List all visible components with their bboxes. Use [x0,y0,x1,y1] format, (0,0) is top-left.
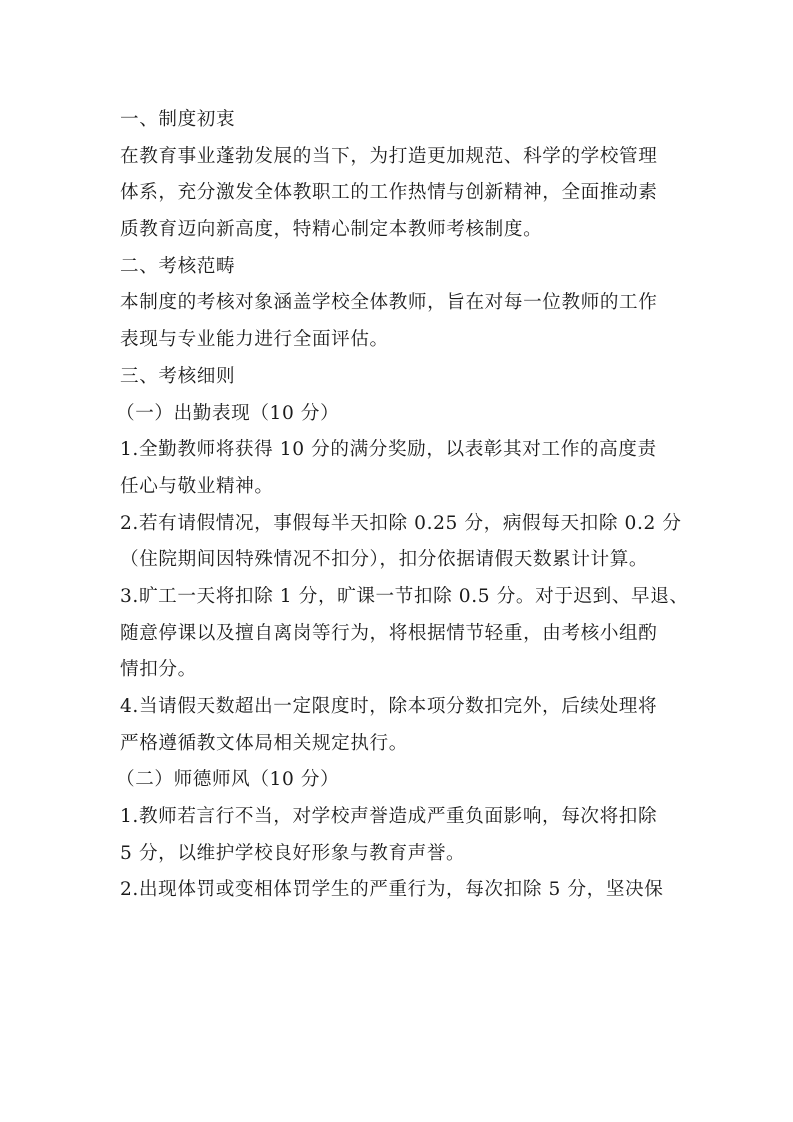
paragraph-line: 体系，充分激发全体教职工的工作热情与创新精神，全面推动素 [120,182,658,204]
list-item-line: 随意停课以及擅自离岗等行为，将根据情节轻重，由考核小组酌 [120,622,658,644]
paragraph-line: 在教育事业蓬勃发展的当下，为打造更加规范、科学的学校管理 [120,145,658,167]
list-item-line: 5 分，以维护学校良好形象与教育声誉。 [120,842,466,864]
paragraph-line: 表现与专业能力进行全面评估。 [120,329,389,351]
list-item-line: 情扣分。 [120,659,197,681]
paragraph-line: 质教育迈向新高度，特精心制定本教师考核制度。 [120,219,543,241]
section-heading: 一、制度初衷 [120,109,236,130]
list-item-line: 严格遵循教文体局相关规定执行。 [120,732,408,754]
subsection-heading: （一）出勤表现（10 分） [116,402,340,424]
list-item-line: 3.旷工一天将扣除 1 分，旷课一节扣除 0.5 分。对于迟到、早退、 [120,585,689,607]
list-item-line: 2.若有请假情况，事假每半天扣除 0.25 分，病假每天扣除 0.2 分 [120,512,682,534]
list-item-line: 任心与敬业精神。 [120,475,274,497]
list-item-line: 4.当请假天数超出一定限度时，除本项分数扣完外，后续处理将 [120,696,658,717]
list-item-line: 1.教师若言行不当，对学校声誉造成严重负面影响，每次将扣除 [120,806,658,828]
list-item-line: （住院期间因特殊情况不扣分），扣分依据请假天数累计计算。 [120,549,649,571]
subsection-heading: （二）师德师风（10 分） [116,769,340,791]
list-item-line: 1.全勤教师将获得 10 分的满分奖励，以表彰其对工作的高度责 [120,439,657,461]
document-page [116,102,689,909]
section-heading: 三、考核细则 [120,365,236,387]
list-item-line: 2.出现体罚或变相体罚学生的严重行为，每次扣除 5 分，坚决保 [120,879,664,901]
paragraph-line: 本制度的考核对象涵盖学校全体教师，旨在对每一位教师的工作 [120,292,658,314]
section-heading: 二、考核范畴 [120,255,236,277]
